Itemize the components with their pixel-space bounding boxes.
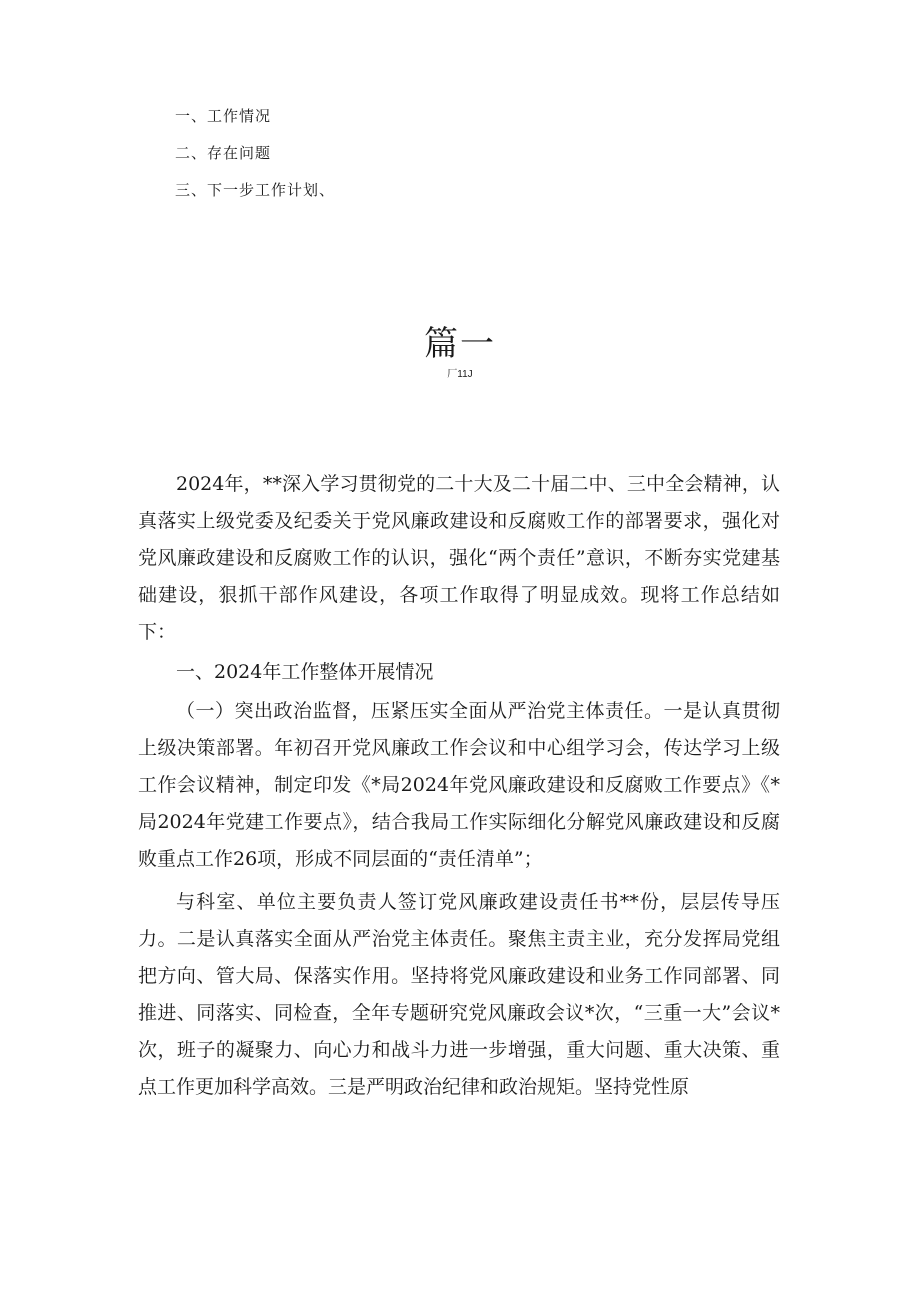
table-of-contents <box>175 98 335 209</box>
toc-item-next-plan: 三、下一步工作计划、 <box>175 181 336 199</box>
section-heading: 一、2024年工作整体开展情况 <box>176 661 434 683</box>
document-title: 篇一 <box>424 324 496 364</box>
body-paragraph: 与科室、单位主要负责人签订党风廉政建设责任书**份，层层传导压力。二是认真落实全面从严治党主体责任。聚焦主责主业，充分发挥局党组把方向、管大局、保落实作用。坚持将党风廉政建设和业务工作同部署、同推进、同落实、同检查，全年专题研究党风廉政会议*次，“三重一大”会议*次，班子的凝聚力、向心力和战斗力进一步增强，重大问题、重大决策、重点工作更加科学高效。三是严明政治纪律和政治规矩。坚持党性原 <box>138 891 780 1098</box>
subsection-paragraph: （一）突出政治监督，压紧压实全面从严治党主体责任。一是认真贯彻上级决策部署。年初召开党风廉政工作会议和中心组学习会，传达学习上级工作会议精神，制定印发《*局2024年党风廉政建设和反腐败工作要点》《*局2024年党建工作要点》，结合我局工作实际细化分解党风廉政建设和反腐败重点工作26项，形成不同层面的“责任清单”； <box>138 700 780 870</box>
toc-item-work-status: 一、工作情况 <box>175 107 272 125</box>
intro-paragraph: 2024年，**深入学习贯彻党的二十大及二十届二中、三中全会精神，认真落实上级党委及纪委关于党风廉政建设和反腐败工作的部署要求，强化对党风廉政建设和反腐败工作的认识，强化“两个责任”意识，不断夯实党建基础建设，狠抓干部作风建设，各项工作取得了明显成效。现将工作总结如下： <box>138 473 780 643</box>
document-body <box>138 466 780 1106</box>
document-subtitle: 厂11J <box>447 369 473 380</box>
toc-item-problems: 二、存在问题 <box>175 144 272 162</box>
